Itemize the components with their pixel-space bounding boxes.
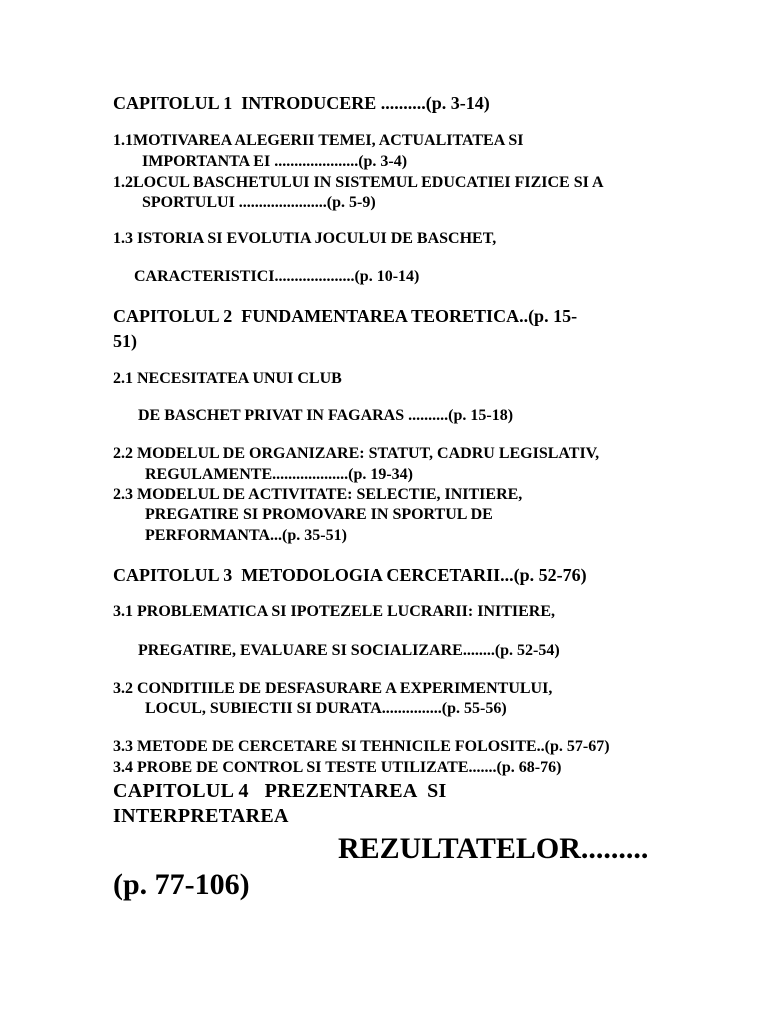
chapter-2-heading-line-2: 51) [113,331,137,351]
section-1-1-line-1: 1.1MOTIVAREA ALEGERII TEMEI, ACTUALITATEA SI [113,132,524,149]
chapter-4-heading-line-3: REZULTATELOR......... [338,832,649,865]
section-2-3-line-1: 2.3 MODELUL DE ACTIVITATE: SELECTIE, INITIERE, [113,486,523,503]
section-3-2-line-2: LOCUL, SUBIECTII SI DURATA...............(p. 55-56) [145,700,507,717]
section-2-2-line-2: REGULAMENTE...................(p. 19-34) [145,466,414,483]
chapter-4-heading-line-1: CAPITOLUL 4 PREZENTAREA SI [113,780,447,802]
section-1-3-line-1: 1.3 ISTORIA SI EVOLUTIA JOCULUI DE BASCHET, [113,230,497,247]
chapter-4-page-range: (p. 77-106) [113,868,250,901]
section-3-1-line-1: 3.1 PROBLEMATICA SI IPOTEZELE LUCRARII: INITIERE, [113,603,556,620]
section-3-3: 3.3 METODE DE CERCETARE SI TEHNICILE FOLOSITE..(p. 57-67) [113,738,610,755]
section-3-4: 3.4 PROBE DE CONTROL SI TESTE UTILIZATE.......(p. 68-76) [113,759,562,776]
section-1-2-line-1: 1.2LOCUL BASCHETULUI IN SISTEMUL EDUCATIEI FIZICE SI A [113,174,604,191]
chapter-1-heading: CAPITOLUL 1 INTRODUCERE ..........(p. 3-14) [113,93,490,113]
section-1-1-line-2: IMPORTANTA EI .....................(p. 3-4) [142,153,408,170]
section-2-2-line-1: 2.2 MODELUL DE ORGANIZARE: STATUT, CADRU LEGISLATIV, [113,445,600,462]
section-2-3-line-2: PREGATIRE SI PROMOVARE IN SPORTUL DE [145,506,493,523]
section-2-1-line-2: DE BASCHET PRIVAT IN FAGARAS ..........(p. 15-18) [138,407,514,424]
section-3-1-line-2: PREGATIRE, EVALUARE SI SOCIALIZARE........(p. 52-54) [138,642,560,659]
section-3-2-line-1: 3.2 CONDITIILE DE DESFASURARE A EXPERIMENTULUI, [113,680,553,697]
chapter-4-heading-line-2: INTERPRETAREA [113,805,289,827]
section-1-2-line-2: SPORTULUI ......................(p. 5-9) [142,194,376,211]
chapter-3-heading: CAPITOLUL 3 METODOLOGIA CERCETARII...(p. 52-76) [113,565,587,585]
section-2-3-line-3: PERFORMANTA...(p. 35-51) [145,527,347,544]
section-2-1-line-1: 2.1 NECESITATEA UNUI CLUB [113,370,342,387]
chapter-2-heading-line-1: CAPITOLUL 2 FUNDAMENTAREA TEORETICA..(p. 15- [113,306,578,326]
section-1-3-line-2: CARACTERISTICI....................(p. 10-14) [134,268,420,285]
